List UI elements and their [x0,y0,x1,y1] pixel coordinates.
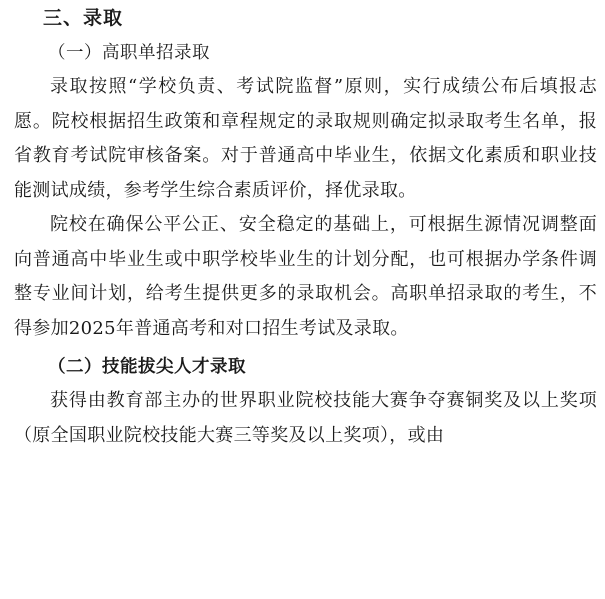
subsection-title-admission: （一）高职单招录取 [48,43,210,63]
paragraph-plan-adjustment: 院校在确保公平公正、安全稳定的基础上，可根据生源情况调整面向普通高中毕业生或中职学校毕业生的计划分配，也可根据办学条件调整专业间计划，给考生提供更多的录取机会。高职单招录取的考生，不得参加2025年普通高考和对口招生考试及录取。 [14,214,597,339]
section-title: 三、录取 [43,7,124,29]
subsection-title-skills-talent: （二）技能拔尖人才录取 [48,357,246,377]
paragraph-admission-rules: 录取按照“学校负责、考试院监督”原则，实行成绩公布后填报志愿。院校根据招生政策和章程规定的录取规则确定拟录取考生名单，报省教育考试院审核备案。对于普通高中毕业生，依据文化素质和职业技能测试成绩，参考学生综合素质评价，择优录取。 [14,76,597,201]
paragraph-skills-awards: 获得由教育部主办的世界职业院校技能大赛争夺赛铜奖及以上奖项（原全国职业院校技能大赛三等奖及以上奖项），或由 [14,390,597,446]
